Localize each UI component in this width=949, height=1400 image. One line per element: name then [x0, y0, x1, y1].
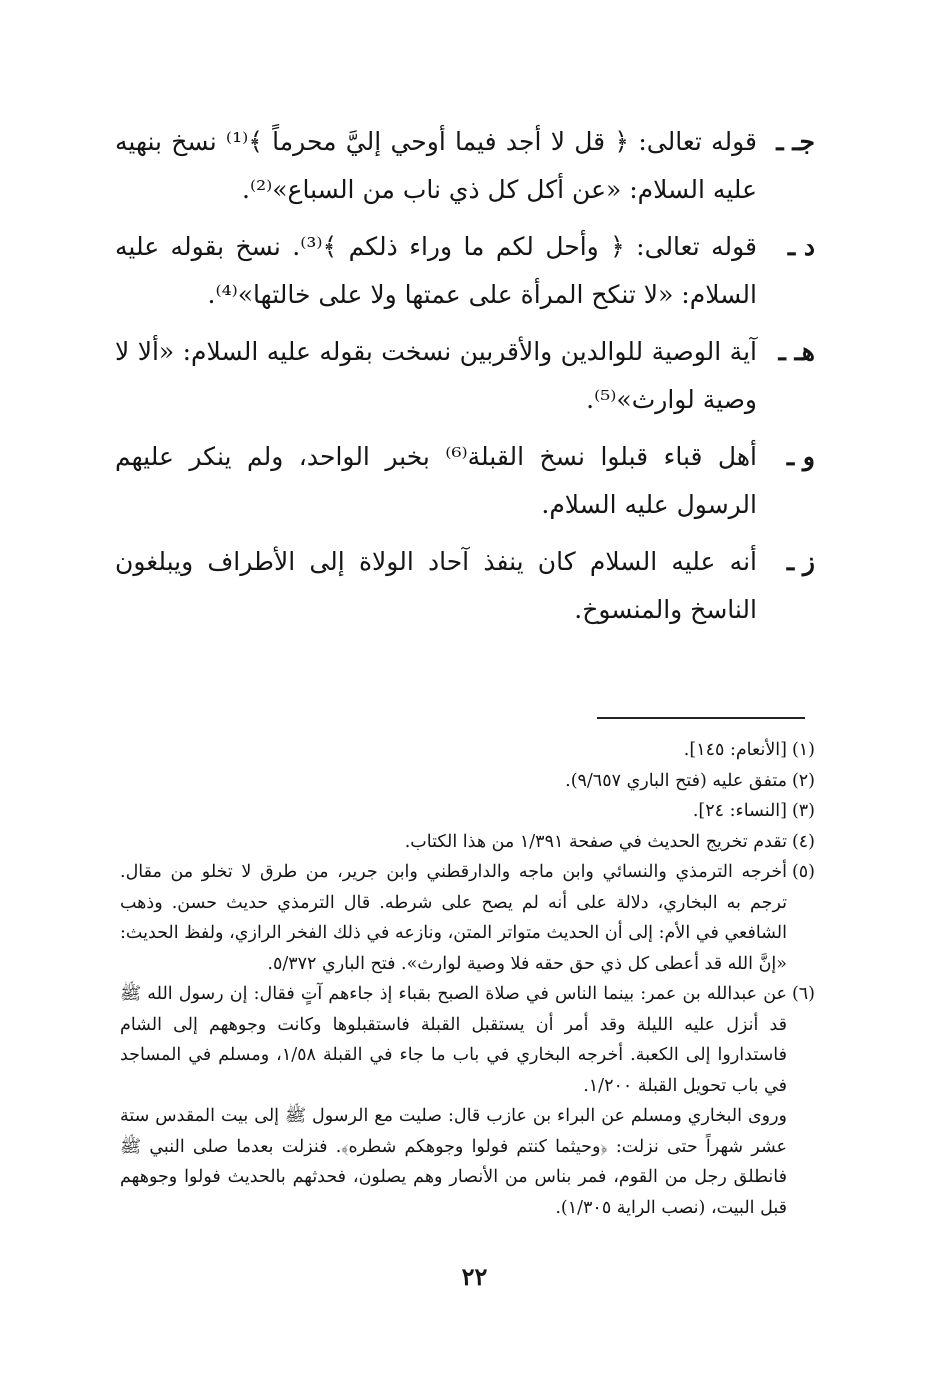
item-text: أهل قباء قبلوا نسخ القبلة⁽⁶⁾ بخبر الواحد، ولم ينكر عليهم الرسول عليه السلام.: [115, 442, 757, 519]
footnote: [120, 735, 815, 766]
item-text: قوله تعالى: ﴿ قل لا أجد فيما أوحي إليَّ محرماً ﴾⁽¹⁾ نسخ بنهيه عليه السلام: «عن أكل كل ذي ناب من السباع»⁽²⁾.: [115, 127, 758, 204]
page-number: ٢٢: [461, 1262, 488, 1291]
footnote: [120, 796, 815, 827]
footnote-number: (٦): [791, 984, 815, 1004]
footnote-text: متفق عليه (فتح الباري ٩/٦٥٧).: [565, 770, 787, 791]
list-item: [115, 328, 815, 424]
footnote-number: (٥): [791, 862, 815, 882]
footnote-number: (٣): [791, 801, 815, 821]
item-marker: جـ ـ: [776, 127, 815, 156]
footnote-text: [النساء: ٢٤].: [692, 801, 787, 821]
footnote-divider: [597, 717, 805, 719]
list-item: [115, 223, 815, 319]
footnote: [120, 766, 815, 797]
footnotes: [120, 735, 815, 1223]
list-item: [115, 118, 815, 214]
footnote-number: (٢): [791, 770, 815, 791]
footnote-text: أخرجه الترمذي والنسائي وابن ماجه والدارقطني وابن جرير، من طرق لا تخلو من مقال. ترجم به البخاري، دلالة على أنه لم يصح على شرطه. قال الترمذي حديث حسن. وذهب الشافعي في الأم: إلى أن الحديث متواتر المتن، ونازعه في ذلك الفخر الرازي، ولفظ الحديث: «إنَّ الله قد أعطى كل ذي حق حقه فلا وصية لوارث». فتح الباري ٥/٣٧٢.: [120, 862, 787, 974]
footnote: [120, 827, 815, 858]
footnote-number: (١): [791, 740, 815, 760]
footnote-number: (٤): [791, 831, 815, 852]
footnote-text: عن عبدالله بن عمر: بينما الناس في صلاة الصبح بقباء إذ جاءهم آتٍ فقال: إن رسول الله ﷺ قد أنزل عليه الليلة وقد أمر أن يستقبل القبلة فاستقبلوها وكانت وجوههم إلى الشام فاستداروا إلى الكعبة. أخرجه البخاري في باب ما جاء في القبلة ١/٥٨، ومسلم في المساجد في باب تحويل القبلة ١/٢٠٠.: [120, 984, 787, 1096]
item-text: قوله تعالى: ﴿ وأحل لكم ما وراء ذلكم ﴾⁽³⁾. نسخ بقوله عليه السلام: «لا تنكح المرأة على عمتها ولا على خالتها»⁽⁴⁾.: [115, 232, 757, 309]
footnote: [120, 979, 815, 1101]
footnote-text: [الأنعام: ١٤٥].: [683, 740, 787, 760]
footnote-text: تقدم تخريج الحديث في صفحة ١/٣٩١ من هذا الكتاب.: [404, 831, 787, 852]
main-text: [115, 118, 815, 643]
item-marker: د ـ: [787, 232, 815, 261]
footnote: [120, 857, 815, 979]
list-item: [115, 433, 815, 529]
footnote-continuation: وروى البخاري ومسلم عن البراء بن عازب قال: صليت مع الرسول ﷺ إلى بيت المقدس ستة عشر شهراً حتى نزلت: ﴿وحيثما كنتم فولوا وجوهكم شطره﴾. فنزلت بعدما صلى النبي ﷺ فانطلق رجل من القوم، فمر بناس من الأنصار وهم يصلون، فحدثهم بالحديث فولوا وجوههم قبل البيت، (نصب الراية ١/٣٠٥).: [120, 1106, 788, 1218]
item-marker: هـ ـ: [778, 337, 815, 366]
item-marker: و ـ: [786, 442, 815, 471]
item-text: آية الوصية للوالدين والأقربين نسخت بقوله عليه السلام: «ألا لا وصية لوارث»⁽⁵⁾.: [115, 337, 757, 414]
item-text: أنه عليه السلام كان ينفذ آحاد الولاة إلى الأطراف ويبلغون الناسخ والمنسوخ.: [115, 547, 757, 624]
list-item: [115, 538, 815, 634]
item-marker: ز ـ: [786, 547, 815, 576]
